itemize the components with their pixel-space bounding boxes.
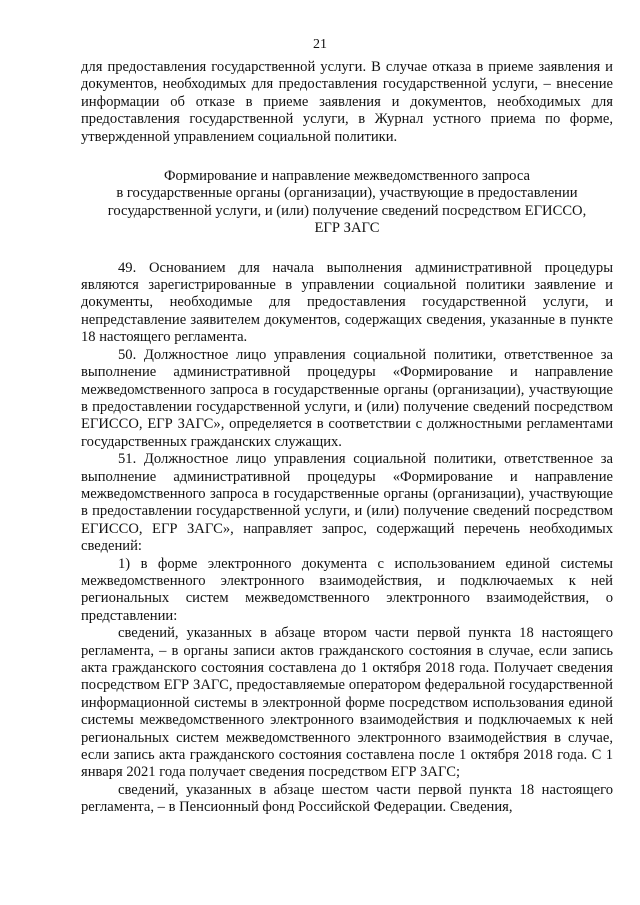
item-1: 1) в форме электронного документа с использованием единой системы межведомственного электронного взаимодействия, и подключаемых к ней региональных систем межведомственного электронного взаимодействия, о представлении:: [81, 555, 613, 624]
heading-line-2: в государственные органы (организации), участвующие в предоставлении: [116, 185, 578, 202]
paragraph-50: 50. Должностное лицо управления социальной политики, ответственное за выполнение административной процедуры «Формирование и направление межведомственного запроса в государственные органы (организации), участвующие в предоставлении государственной услуги, и (или) получение сведений посредством ЕГИССО, ЕГР ЗАГС», определяется в соответствии с должностными регламентами государственных гражданских служащих.: [81, 346, 613, 450]
paragraph-49: 49. Основанием для начала выполнения административной процедуры являются зарегистрированные в управлении социальной политики заявление и документы, необходимые для предоставления государственной услуги, и непредставление заявителем документов, содержащих сведения, указанные в пункте 18 настоящего регламента.: [81, 259, 613, 346]
heading-line-1: Формирование и направление межведомственного запроса: [164, 168, 530, 185]
heading-line-3: государственной услуги, и (или) получение сведений посредством ЕГИССО,: [107, 202, 587, 219]
page-number: 21: [313, 37, 327, 52]
subitem-2: сведений, указанных в абзаце шестом части первой пункта 18 настоящего регламента, – в Пенсионный фонд Российской Федерации. Сведения,: [81, 781, 613, 816]
paragraph-51: 51. Должностное лицо управления социальной политики, ответственное за выполнение административной процедуры «Формирование и направление межведомственного запроса в государственные органы (организации), участвующие в предоставлении государственной услуги, и (или) получение сведений посредством ЕГИССО, ЕГР ЗАГС», направляет запрос, содержащий перечень необходимых сведений:: [81, 451, 613, 555]
subitem-1: сведений, указанных в абзаце втором части первой пункта 18 настоящего регламента, – в органы записи актов гражданского состояния в случае, если запись акта гражданского состояния составлена до 1 октября 2018 года. Получает сведения посредством ЕГР ЗАГС, предоставляемые оператором федеральной государственной информационной системы в электронной форме посредством использования единой системы межведомственного электронного взаимодействия и подключаемых к ней региональных систем межведомственного электронного взаимодействия в случае, если запись акта гражданского состояния составлена после 1 октября 2018 года. С 1 января 2021 года получает сведения посредством ЕГР ЗАГС;: [81, 625, 613, 781]
intro-paragraph: для предоставления государственной услуги. В случае отказа в приеме заявления и документов, необходимых для предоставления государственной услуги, – внесение информации об отказе в приеме заявления и документов, необходимых для предоставления государственной услуги, в Журнал устного приема по форме, утвержденной управлением социальной политики.: [81, 59, 613, 145]
section-heading: [81, 168, 613, 238]
heading-line-4: ЕГР ЗАГС: [314, 220, 380, 237]
document-body: [81, 59, 613, 817]
